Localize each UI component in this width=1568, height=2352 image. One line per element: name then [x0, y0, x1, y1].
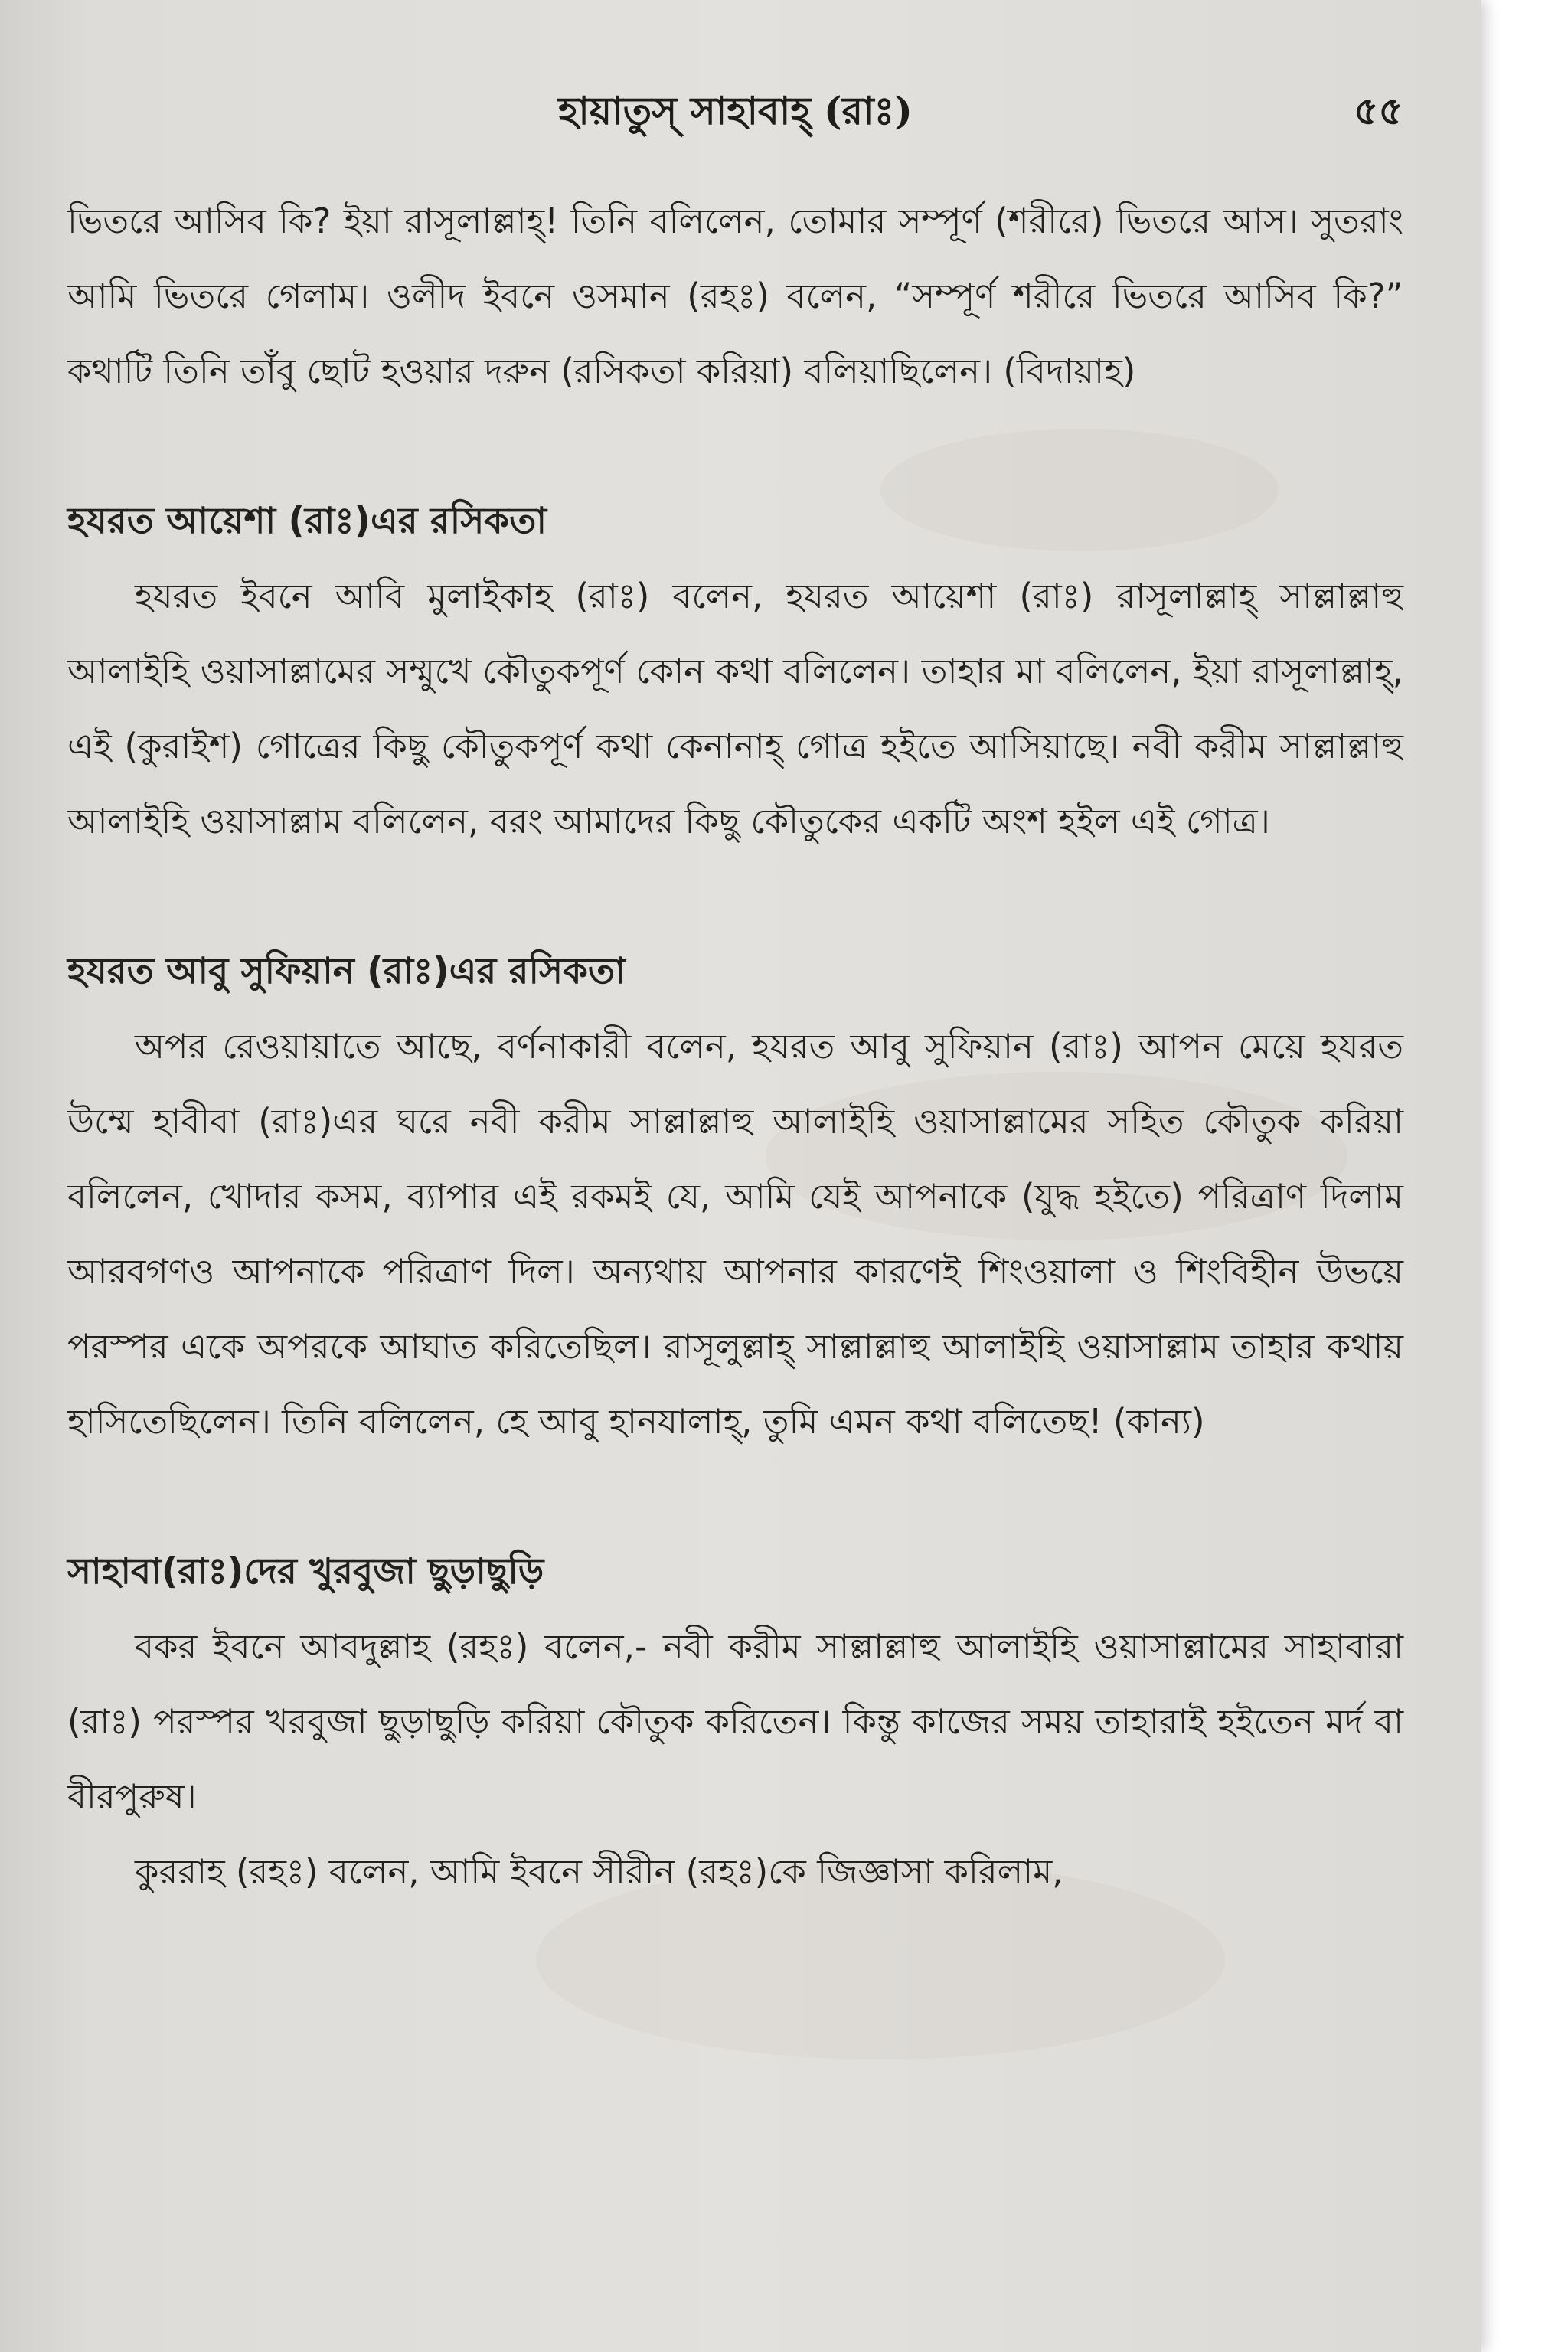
page-header: [67, 80, 1403, 142]
section-heading: হযরত আবু সুফিয়ান (রাঃ)এর রসিকতা: [67, 950, 626, 992]
page-body: [67, 184, 1403, 1909]
paragraph: ভিতরে আসিব কি? ইয়া রাসূলাল্লাহ্! তিনি বলিলেন, তোমার সম্পূর্ণ (শরীরে) ভিতরে আস। সুতরাং আমি ভিতরে গেলাম। ওলীদ ইবনে ওসমান (রহঃ) বলেন, “সম্পূর্ণ শরীরে ভিতরে আসিব কি?” কথাটি তিনি তাঁবু ছোট হওয়ার দরুন (রসিকতা করিয়া) বলিয়াছিলেন। (বিদায়াহ): [67, 201, 1403, 391]
running-title: হায়াতুস্ সাহাবাহ্ (রাঃ): [558, 88, 913, 133]
section-heading: সাহাবা(রাঃ)দের খুরবুজা ছুড়াছুড়ি: [67, 1550, 544, 1592]
paragraph: বকর ইবনে আবদুল্লাহ (রহঃ) বলেন,- নবী করীম সাল্লাল্লাহু আলাইহি ওয়াসাল্লামের সাহাবারা (রাঃ) পরস্পর খরবুজা ছুড়াছুড়ি করিয়া কৌতুক করিতেন। কিন্তু কাজের সময় তাহারাই হইতেন মর্দ বা বীরপুরুষ।: [67, 1626, 1403, 1817]
paragraph: কুররাহ (রহঃ) বলেন, আমি ইবনে সীরীন (রহঃ)কে জিজ্ঞাসা করিলাম,: [135, 1851, 1063, 1892]
paragraph: অপর রেওয়ায়াতে আছে, বর্ণনাকারী বলেন, হযরত আবু সুফিয়ান (রাঃ) আপন মেয়ে হযরত উম্মে হাবীবা (রাঃ)এর ঘরে নবী করীম সাল্লাল্লাহু আলাইহি ওয়াসাল্লামের সহিত কৌতুক করিয়া বলিলেন, খোদার কসম, ব্যাপার এই রকমই যে, আমি যেই আপনাকে (যুদ্ধ হইতে) পরিত্রাণ দিলাম আরবগণও আপনাকে পরিত্রাণ দিল। অন্যথায় আপনার কারণেই শিংওয়ালা ও শিংবিহীন উভয়ে পরস্পর একে অপরকে আঘাত করিতেছিল। রাসূলুল্লাহ্ সাল্লাল্লাহু আলাইহি ওয়াসাল্লাম তাহার কথায় হাসিতেছিলেন। তিনি বলিলেন, হে আবু হানযালাহ্, তুমি এমন কথা বলিতেছ! (কান্য): [67, 1026, 1403, 1442]
paragraph: হযরত ইবনে আবি মুলাইকাহ (রাঃ) বলেন, হযরত আয়েশা (রাঃ) রাসূলাল্লাহ্ সাল্লাল্লাহু আলাইহি ওয়াসাল্লামের সম্মুখে কৌতুকপূর্ণ কোন কথা বলিলেন। তাহার মা বলিলেন, ইয়া রাসূলাল্লাহ্, এই (কুরাইশ) গোত্রের কিছু কৌতুকপূর্ণ কথা কেনানাহ্ গোত্র হইতে আসিয়াছে। নবী করীম সাল্লাল্লাহু আলাইহি ওয়াসাল্লাম বলিলেন, বরং আমাদের কিছু কৌতুকের একটি অংশ হইল এই গোত্র।: [67, 576, 1403, 841]
section-spacer: [67, 409, 1403, 484]
section-spacer: [67, 1459, 1403, 1534]
page-number: ৫৫: [1354, 88, 1403, 133]
section-heading: হযরত আয়েশা (রাঃ)এর রসিকতা: [67, 500, 547, 542]
section-spacer: [67, 859, 1403, 934]
